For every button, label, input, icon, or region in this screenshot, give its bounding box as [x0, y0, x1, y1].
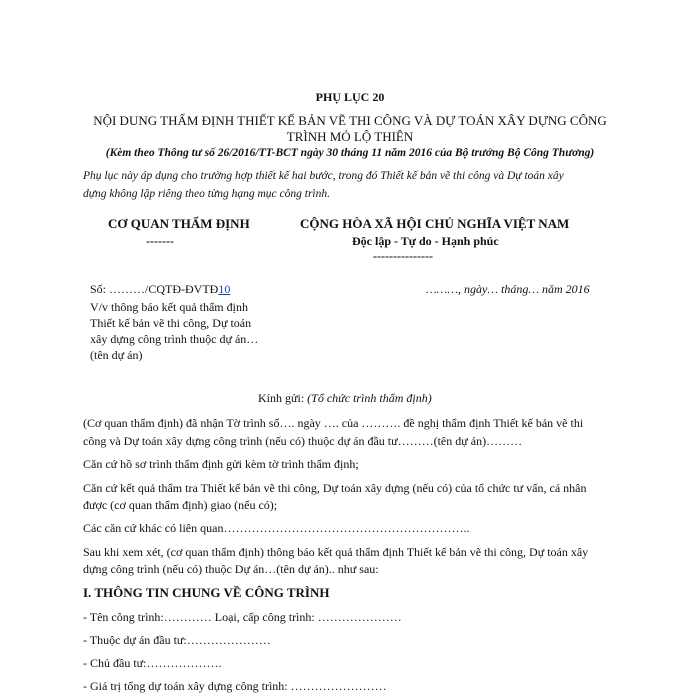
document-title-line2: TRÌNH MỎ LỘ THIÊN [286, 129, 414, 144]
recipient [258, 391, 432, 406]
recipient-label: Kính gửi: [258, 391, 308, 405]
document-number [90, 282, 230, 297]
section-1-item: - Thuộc dự án đầu tư:………………… [83, 633, 271, 647]
scope-note-line2: dựng không lập riêng theo từng hạng mục công trình. [83, 188, 330, 200]
paragraph-1-line2: công và Dự toán xây dựng công trình (nếu có) thuộc dự án đầu tư………(tên dự án)……… [83, 434, 523, 448]
document-number-prefix: Số: ………/CQTĐ-ĐVTĐ [90, 282, 219, 296]
motto-rule: --------------- [373, 249, 433, 263]
subject-line3: xây dựng công trình thuộc dự án… [90, 332, 259, 346]
paragraph-3-line1: Căn cứ kết quả thẩm tra Thiết kế bản vẽ thi công, Dự toán xây dựng (nếu có) của tổ chức tư vấn, cá nhân [83, 481, 587, 495]
agency-rule: ------- [146, 234, 174, 248]
scope-note-line1: Phụ lục này áp dụng cho trường hợp thiết kế hai bước, trong đó Thiết kế bản vẽ thi công và Dự toán xây [83, 170, 564, 182]
paragraph-1-line1: (Cơ quan thẩm định) đã nhận Tờ trình số…. ngày …. của ………. đề nghị thẩm định Thiết kế bản vẽ thi [83, 416, 584, 430]
document-title-line1: NỘI DUNG THẨM ĐỊNH THIẾT KẾ BẢN VẼ THI CÔNG VÀ DỰ TOÁN XÂY DỰNG CÔNG [93, 113, 607, 128]
republic-name: CỘNG HÒA XÃ HỘI CHỦ NGHĨA VIỆT NAM [300, 216, 570, 231]
footnote-link[interactable]: 10 [218, 282, 231, 296]
section-1-heading: I. THÔNG TIN CHUNG VỀ CÔNG TRÌNH [83, 585, 330, 600]
paragraph-5-line1: Sau khi xem xét, (cơ quan thẩm định) thông báo kết quả thẩm định Thiết kế bản vẽ thi công, Dự toán xây [83, 545, 589, 559]
appendix-number: PHỤ LỤC 20 [315, 90, 385, 104]
subject-line1: V/v thông báo kết quả thẩm định [90, 300, 248, 314]
paragraph-2: Căn cứ hồ sơ trình thẩm định gửi kèm tờ trình thẩm định; [83, 457, 359, 471]
recipient-value: (Tổ chức trình thẩm định) [307, 391, 432, 405]
paragraph-5-line2: dựng công trình (nếu có) thuộc Dự án…(tên dự án).. như sau: [83, 562, 379, 576]
section-1-item: - Tên công trình:………… Loại, cấp công trình: ………………… [83, 610, 402, 624]
subject-line4: (tên dự án) [90, 348, 143, 362]
paragraph-4: Các căn cứ khác có liên quan…………………………………………………….. [83, 521, 470, 535]
section-1-item: - Chủ đầu tư:………………. [83, 656, 222, 670]
agency-name: CƠ QUAN THẨM ĐỊNH [108, 216, 250, 231]
date-line: ………, ngày… tháng… năm 2016 [426, 282, 590, 296]
subject-line2: Thiết kế bản vẽ thi công, Dự toán [90, 316, 252, 330]
paragraph-3-line2: được (cơ quan thẩm định) giao (nếu có); [83, 498, 278, 512]
section-1-item: - Giá trị tổng dự toán xây dựng công trình: …………………… [83, 679, 387, 693]
national-motto: Độc lập - Tự do - Hạnh phúc [352, 234, 499, 248]
document-subtitle: (Kèm theo Thông tư số 26/2016/TT-BCT ngày 30 tháng 11 năm 2016 của Bộ trưởng Bộ Công Thương) [105, 147, 595, 159]
